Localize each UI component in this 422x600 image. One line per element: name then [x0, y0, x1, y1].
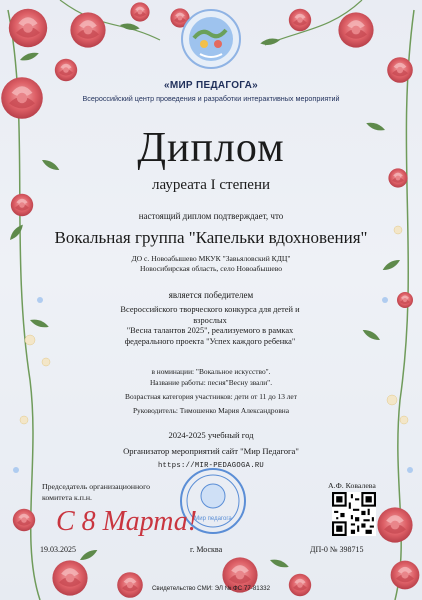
diploma-title: Диплом	[137, 125, 285, 171]
contest-line-4: федерального проекта "Успех каждого ребенка"	[124, 336, 296, 346]
work-title: Название работы: песня"Весну звали".	[149, 378, 273, 387]
intro-text: настоящий диплом подтверждает, что	[138, 211, 284, 221]
globe-logo-icon	[180, 8, 242, 70]
org-description: Всероссийский центр проведения и разработки интерактивных мероприятий	[82, 94, 340, 103]
issue-date: 19.03.2025	[40, 545, 76, 554]
winner-text: является победителем	[168, 290, 254, 300]
diploma-degree: лауреата I степени	[152, 177, 270, 193]
leader: Руководитель: Тимошенко Мария Александровна	[132, 406, 290, 415]
greeting-text: С 8 Марта!	[56, 506, 198, 537]
contest-line-3: "Весна талантов 2025", реализуемого в рамках	[126, 326, 294, 335]
contest-line-2: взрослых	[193, 315, 227, 325]
recipient-name: Вокальная группа "Капельки вдохновения"	[54, 228, 368, 247]
contest-description	[60, 305, 360, 347]
address-line-2: Новосибирская область, село Новоабышево	[139, 264, 283, 273]
signer-name: А.Ф. Ковалева	[328, 481, 376, 490]
organizer: Организатор мероприятий сайт "Мир Педагога"	[123, 446, 299, 456]
march-8-greeting	[52, 498, 207, 538]
chair-line-1: Председатель организационного	[42, 482, 150, 491]
site-link[interactable]: https://MIR-PEDAGOGA.RU	[157, 462, 265, 470]
org-brand: «МИР ПЕДАГОГА»	[163, 80, 259, 91]
qr-code[interactable]	[332, 492, 376, 536]
age-category: Возрастная категория участников: дети от 11 до 13 лет	[125, 392, 297, 401]
stamp-text: Мир педагога	[194, 516, 232, 522]
academic-year: 2024-2025 учебный год	[168, 430, 254, 440]
diploma-number: ДП-0 № 398715	[310, 545, 364, 554]
media-license: Свидетельство СМИ: ЭЛ № ФС 77-81332	[151, 585, 271, 592]
chair-line-2: комитета к.п.н.	[42, 493, 93, 502]
issue-city: г. Москва	[190, 545, 223, 554]
recipient-address	[0, 254, 422, 274]
address-line-1: ДО с. Новоабышево МКУК "Завьяловский КДЦ"	[131, 254, 291, 263]
nomination: в номинации: "Вокальное искусство".	[151, 367, 271, 376]
contest-line-1: Всероссийского творческого конкурса для детей и	[120, 305, 300, 314]
